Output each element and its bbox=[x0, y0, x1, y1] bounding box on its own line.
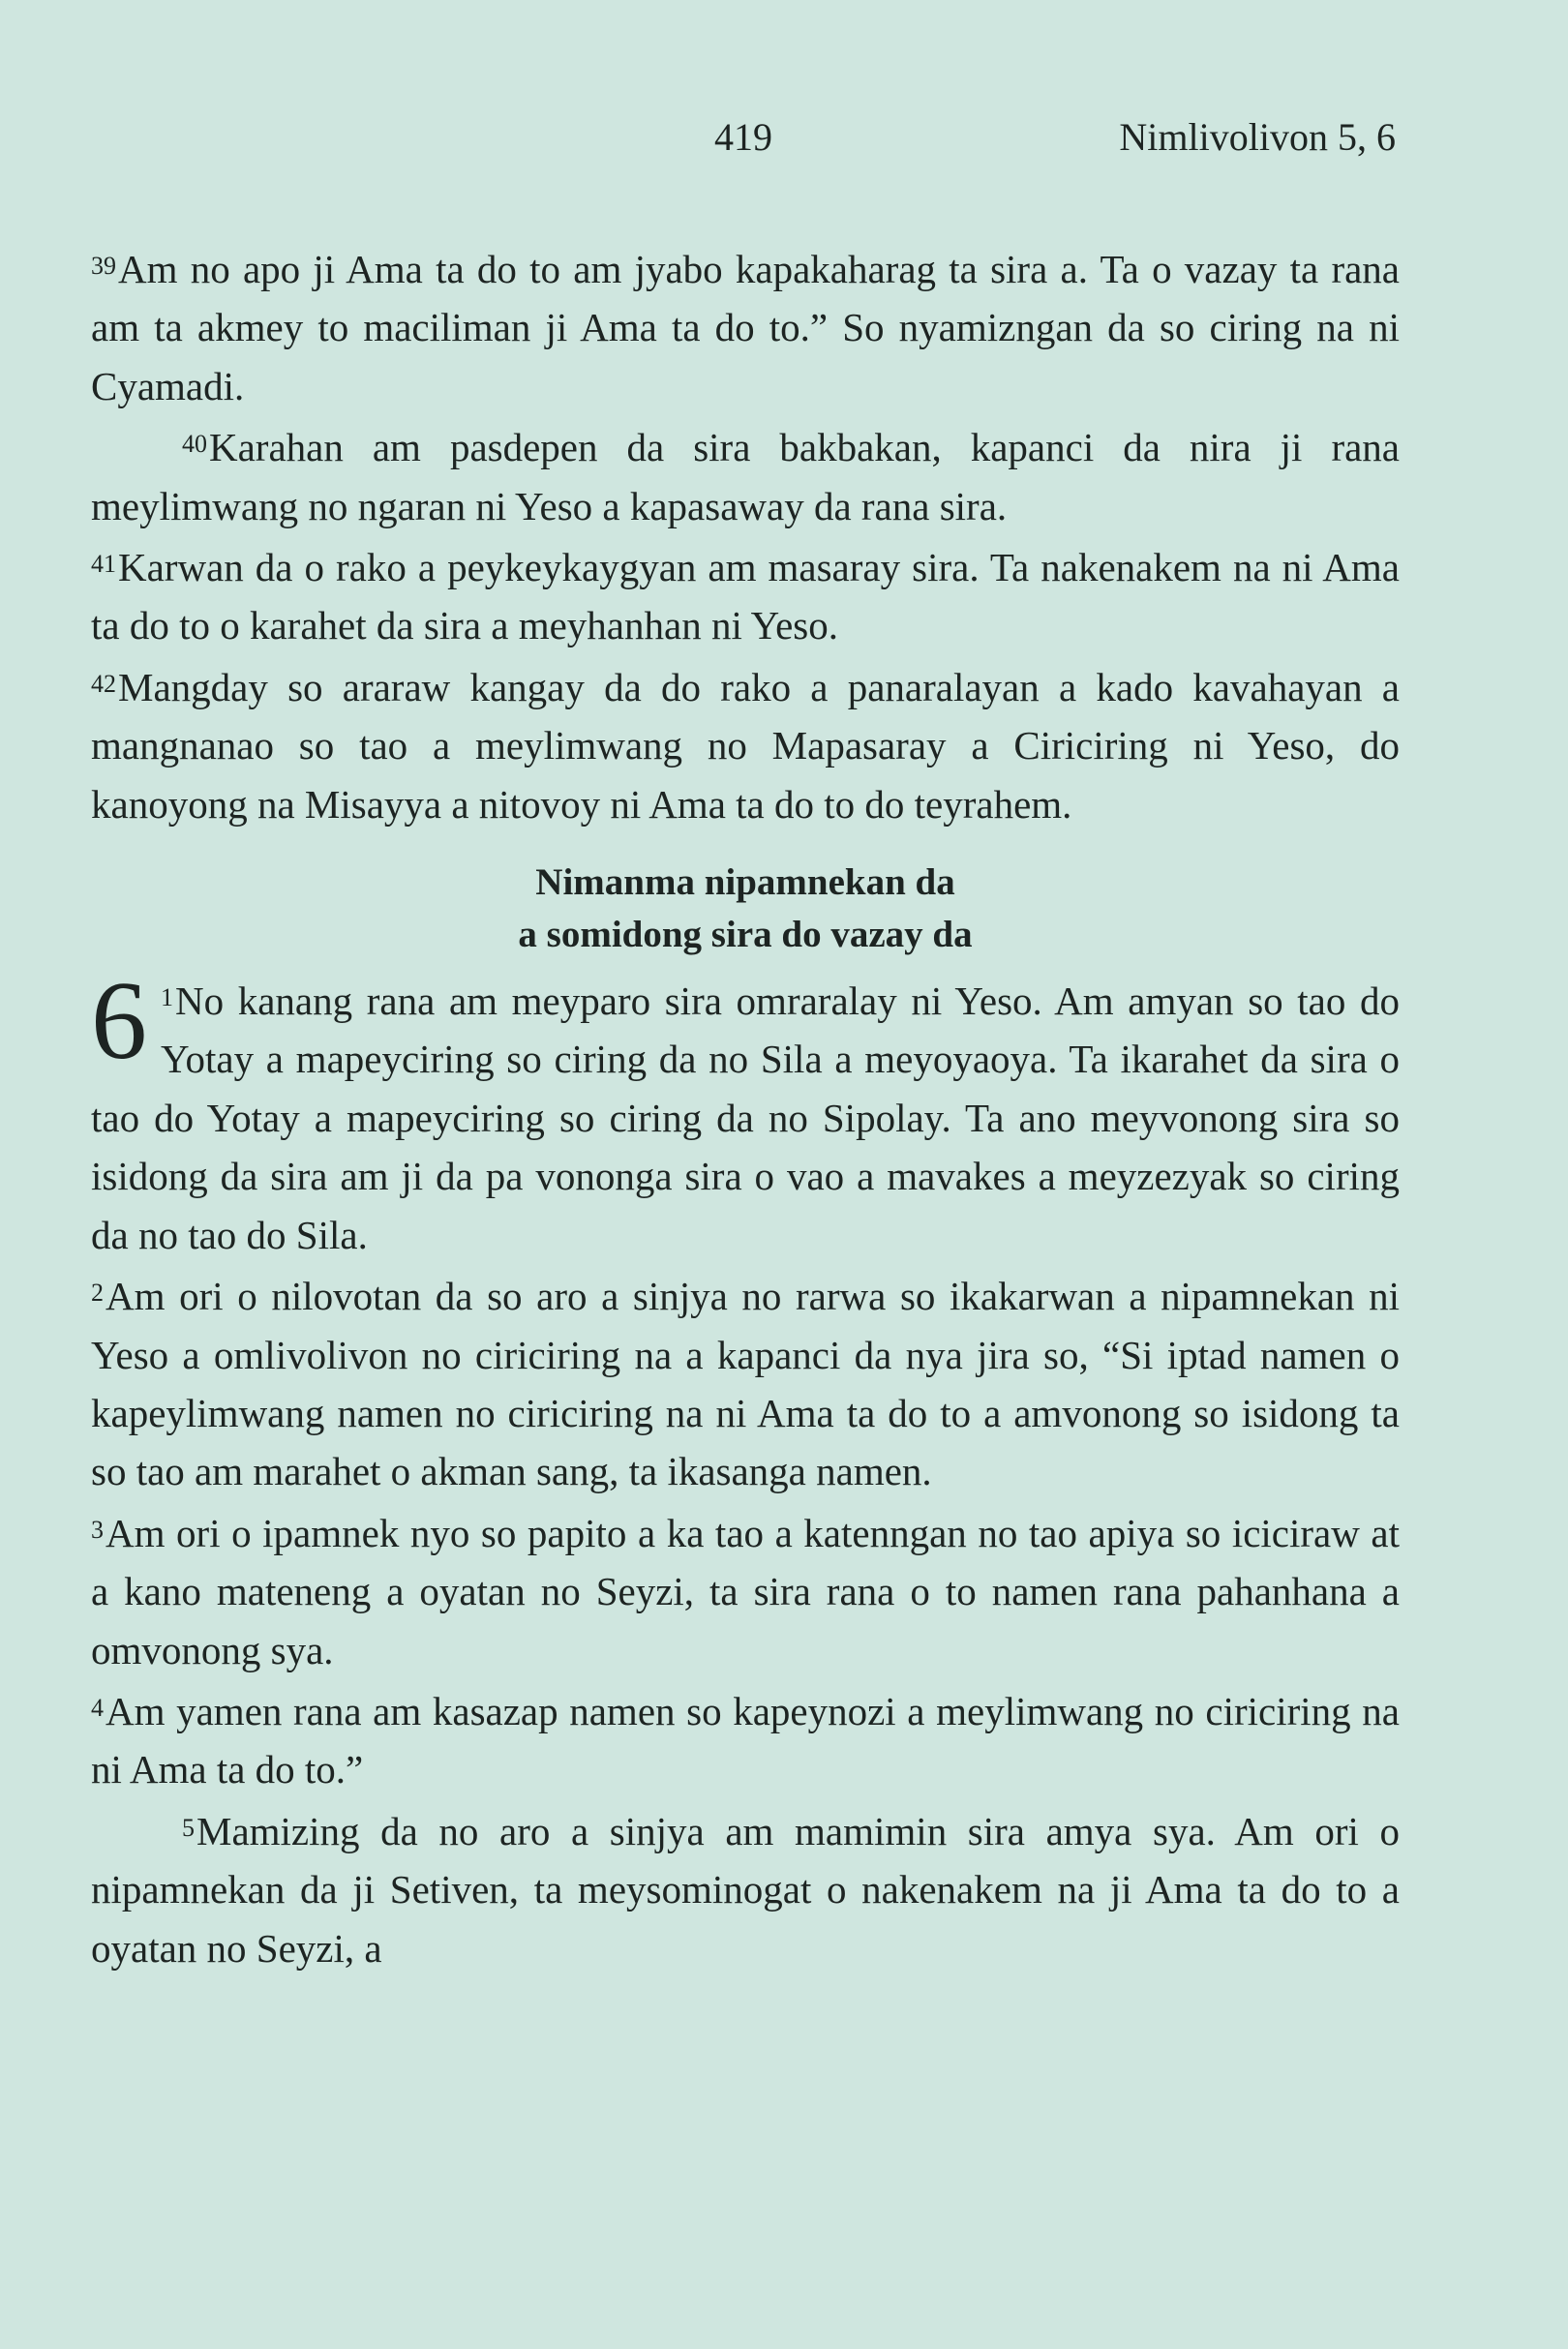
page-number: 419 bbox=[714, 115, 772, 159]
chapter-number: 6 bbox=[91, 959, 147, 1084]
verse-5-40 bbox=[91, 415, 1400, 535]
page-header bbox=[0, 114, 1568, 172]
verse-5-41 bbox=[91, 535, 1400, 655]
verse-number: 2 bbox=[91, 1279, 104, 1308]
verse-text: Am no apo ji Ama ta do to am jyabo kapakaharag ta sira a. Ta o vazay ta rana am ta akmey to maciliman ji Ama ta do to.” So nyamizngan da so ciring na ni Cyamadi. bbox=[91, 247, 1400, 408]
verse-number: 1 bbox=[161, 983, 173, 1012]
verse-5-42 bbox=[91, 655, 1400, 833]
section-heading-line-1: Nimanma nipamnekan da bbox=[535, 861, 955, 904]
verse-text: Mangday so araraw kangay da do rako a panaralayan a kado kavahayan a mangnanao so tao a meylimwang no Mapasaray a Ciriciring ni Yeso, do kanoyong na Misayya a nitovoy ni Ama ta do to do teyrahem. bbox=[91, 664, 1400, 827]
verse-text: Am yamen rana am kasazap namen so kapeynozi a meylimwang no ciriciring na ni Ama ta do to.” bbox=[91, 1688, 1400, 1792]
verse-6-1 bbox=[91, 959, 1400, 1264]
verse-text: Am ori o nilovotan da so aro a sinjya no rarwa so ikakarwan a nipamnekan ni Yeso a omlivolivon no ciriciring na a kapanci da nya jira so, “Si iptad namen o kapeylimwang namen no ciriciring na ni Ama ta do to a amvonong so isidong ta so tao am marahet o akman sang, ta ikasanga namen. bbox=[91, 1274, 1400, 1494]
running-head: Nimlivolivon 5, 6 bbox=[1119, 115, 1396, 159]
verse-text: Karwan da o rako a peykeykaygyan am masaray sira. Ta nakenakem na ni Ama ta do to o karahet da sira a meyhanhan ni Yeso. bbox=[91, 545, 1400, 648]
verse-6-5 bbox=[91, 1799, 1400, 1977]
section-heading-line-2: a somidong sira do vazay da bbox=[518, 914, 973, 956]
verse-number: 40 bbox=[182, 430, 207, 459]
verse-number: 5 bbox=[182, 1813, 195, 1842]
verse-number: 4 bbox=[91, 1693, 104, 1722]
verse-text: Mamizing da no aro a sinjya am mamimin sira amya sya. Am ori o nipamnekan da ji Setiven, ta meysominogat o nakenakem na ji Ama ta do to a oyatan no Seyzi, a bbox=[91, 1808, 1400, 1971]
verse-6-2 bbox=[91, 1264, 1400, 1501]
verse-text: No kanang rana am meyparo sira omraralay ni Yeso. Am amyan so tao do Yotay a mapeyciring so ciring da no Sila a meyoyaoya. Ta ikarahet da sira o tao do Yotay a mapeyciring so ciring da no Sipolay. Ta ano meyvonong sira so isidong da sira am ji da pa vononga sira o vao a mavakes a meyzezyak so ciring da no tao do Sila. bbox=[91, 979, 1400, 1257]
section-heading bbox=[91, 857, 1400, 961]
body-text bbox=[91, 237, 1400, 1977]
verse-number: 39 bbox=[91, 252, 116, 280]
verse-number: 3 bbox=[91, 1515, 104, 1544]
verse-text: Am ori o ipamnek nyo so papito a ka tao a katenngan no tao apiya so iciciraw at a kano mateneng a oyatan no Seyzi, ta sira rana o to namen rana pahanhana a omvonong sya. bbox=[91, 1510, 1400, 1672]
verse-6-3 bbox=[91, 1501, 1400, 1679]
verse-number: 41 bbox=[91, 550, 116, 579]
verse-5-39 bbox=[91, 237, 1400, 415]
verse-number: 42 bbox=[91, 669, 116, 698]
verse-text: Karahan am pasdepen da sira bakbakan, kapanci da nira ji rana meylimwang no ngaran ni Yeso a kapasaway da rana sira. bbox=[91, 425, 1400, 528]
verse-6-4 bbox=[91, 1679, 1400, 1799]
